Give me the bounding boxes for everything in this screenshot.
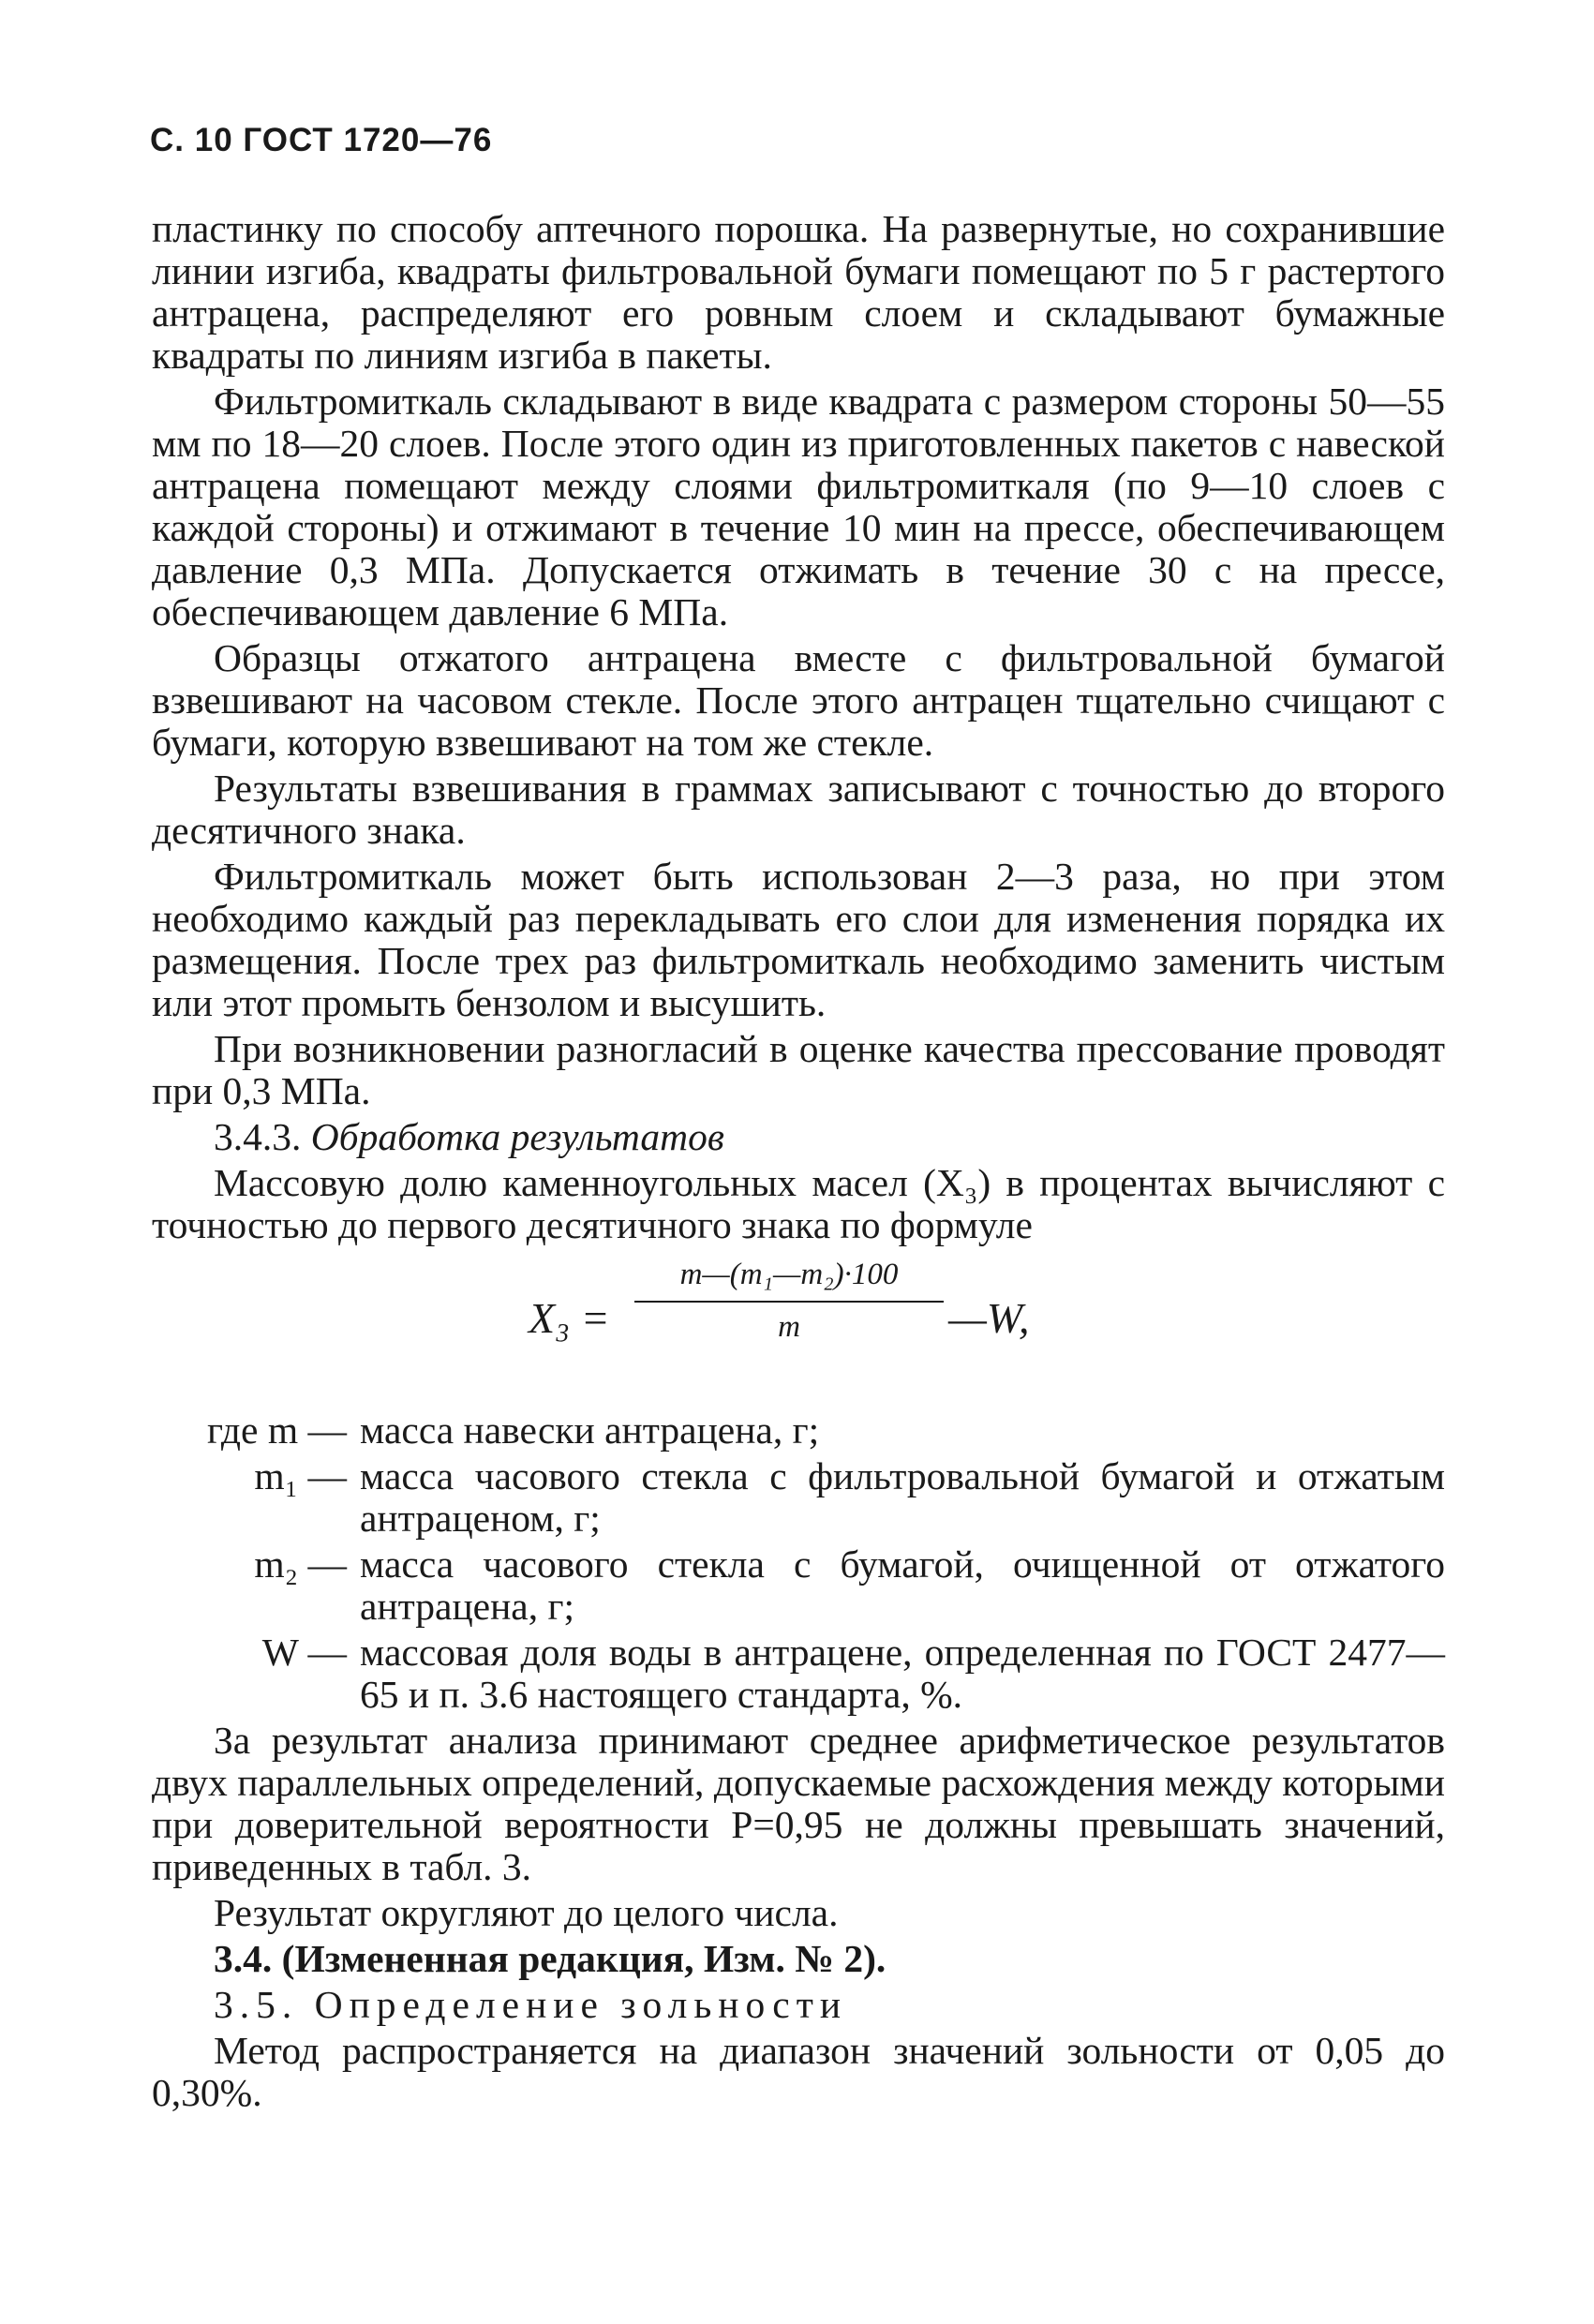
- formula-intro: Массовую долю каменноугольных масел (X₃) в процентах вычисляют с точностью до первого десятичного знака по формуле: [152, 1161, 1445, 1246]
- amendment-note: 3.4. (Измененная редакция, Изм. № 2).: [214, 1937, 886, 1980]
- formula: [152, 1256, 1445, 1396]
- definition-term: W —: [261, 1631, 347, 1674]
- definition-item: [152, 1543, 1445, 1628]
- body-text: [152, 208, 1445, 2118]
- definition-item: [152, 1409, 1445, 1452]
- formula-fraction: [634, 1256, 944, 1346]
- definition-item: [152, 1631, 1445, 1716]
- paragraph: При возникновении разногласий в оценке качества прессование проводят при 0,3 МПа.: [152, 1027, 1445, 1112]
- definition-term: где m —: [206, 1408, 347, 1452]
- definition-text: массовая доля воды в антрацене, определенная по ГОСТ 2477—65 и п. 3.6 настоящего стандарта, %.: [360, 1631, 1445, 1716]
- definition-text: масса часового стекла с бумагой, очищенной от отжатого антрацена, г;: [360, 1542, 1445, 1628]
- definition-term: m₁ —: [254, 1454, 347, 1497]
- paragraph: За результат анализа принимают среднее арифметическое результатов двух параллельных определений, допускаемые расхождения между которыми при доверительной вероятности P=0,95 не должны превышать значений, приведенных в табл. 3.: [152, 1719, 1445, 1888]
- paragraph: Фильтромиткаль складывают в виде квадрата с размером стороны 50—55 мм по 18—20 слоев. После этого один из приготовленных пакетов с навеской антрацена помещают между слоями фильтромиткаля (по 9—10 слоев с каждой стороны) и отжимают в течение 10 мин на прессе, обеспечивающем давление 0,3 МПа. Допускается отжимать в течение 30 с на прессе, обеспечивающем давление 6 МПа.: [152, 380, 1445, 633]
- fraction-bar: [634, 1301, 944, 1303]
- definition-term: m₂ —: [254, 1542, 347, 1586]
- section-title: Обработка результатов: [310, 1115, 724, 1158]
- definition-text: масса навески антрацена, г;: [360, 1408, 820, 1452]
- formula-lhs: X₃ =: [529, 1294, 610, 1342]
- definition-text: масса часового стекла с фильтровальной бумагой и отжатым антраценом, г;: [360, 1454, 1445, 1540]
- formula-numerator: m—(m₁—m₂)·100: [679, 1258, 899, 1291]
- variable-definitions: [152, 1409, 1445, 1716]
- paragraph: пластинку по способу аптечного порошка. На развернутые, но сохранившие линии изгиба, квадраты фильтровальной бумаги помещают по 5 г растертого антрацена, распределяют его ровным слоем и складывают бумажные квадраты по линиям изгиба в пакеты.: [152, 207, 1445, 377]
- paragraph: Результат округляют до целого числа.: [214, 1891, 839, 1934]
- formula-denominator: m: [778, 1310, 800, 1344]
- paragraph: Метод распространяется на диапазон значений зольности от 0,05 до 0,30%.: [152, 2029, 1445, 2114]
- paragraph: Результаты взвешивания в граммах записывают с точностью до второго десятичного знака.: [152, 767, 1445, 852]
- paragraph: Фильтромиткаль может быть использован 2—3 раза, но при этом необходимо каждый раз перекладывать его слои для изменения порядка их размещения. После трех раз фильтромиткаль необходимо заменить чистым или этот промыть бензолом и высушить.: [152, 855, 1445, 1024]
- section-number: 3.4.3.: [214, 1115, 302, 1158]
- section-heading-35: 3.5. Определение зольности: [214, 1983, 848, 2026]
- page-header: С. 10 ГОСТ 1720—76: [150, 122, 493, 158]
- formula-rhs: —W,: [948, 1294, 1030, 1342]
- definition-item: [152, 1455, 1445, 1540]
- section-heading-343: [152, 1116, 1445, 1158]
- paragraph: Образцы отжатого антрацена вместе с фильтровальной бумагой взвешивают на часовом стекле. После этого антрацен тщательно счищают с бумаги, которую взвешивают на том же стекле.: [152, 636, 1445, 764]
